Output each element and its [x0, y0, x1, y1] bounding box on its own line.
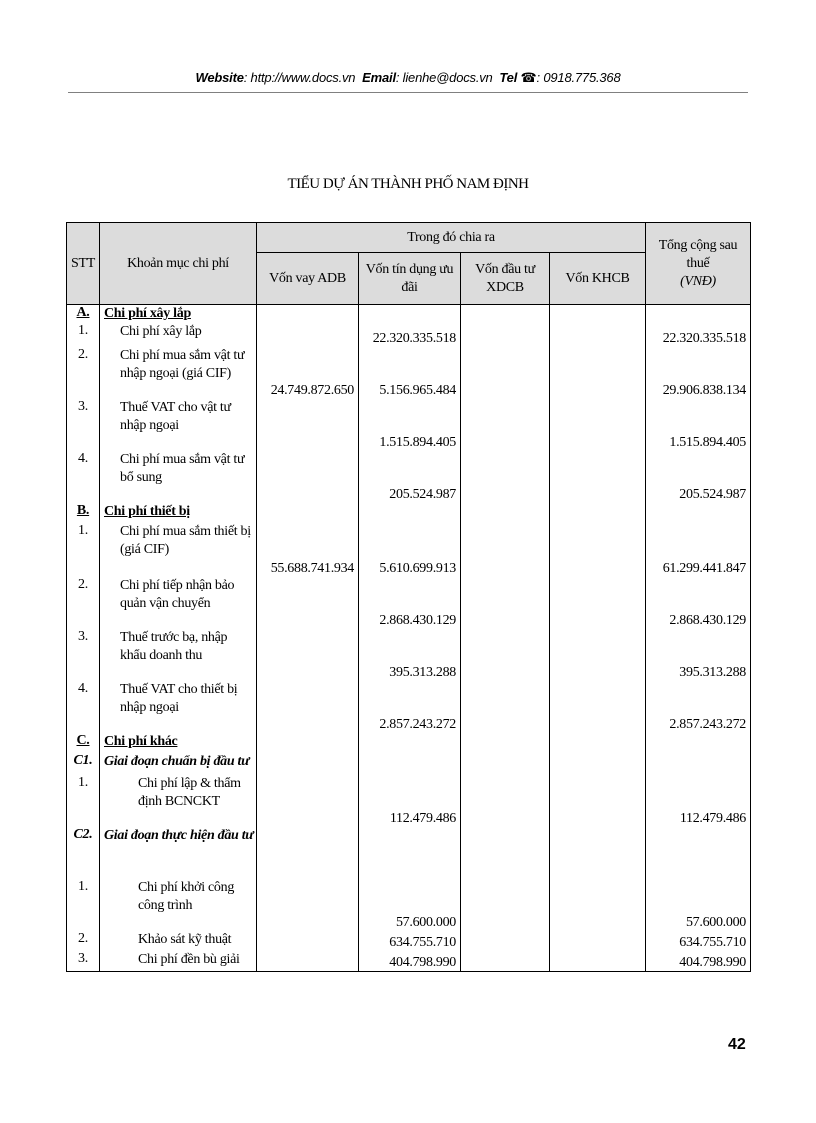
- row-stt-label: 3.: [78, 951, 88, 966]
- row-xdcb: [461, 775, 550, 827]
- row-xdcb: [461, 827, 550, 879]
- row-khcb: [550, 951, 646, 971]
- row-xdcb: [461, 451, 550, 503]
- row-adb: 24.749.872.650: [257, 347, 359, 399]
- row-credit: [359, 827, 461, 879]
- cost-table-body: [67, 305, 751, 972]
- row-item: [100, 879, 257, 931]
- row-total: 404.798.990: [646, 951, 751, 971]
- row-item: [100, 523, 257, 577]
- row-khcb: [550, 629, 646, 681]
- row-credit: 395.313.288: [359, 629, 461, 681]
- row-total: 1.515.894.405: [646, 399, 751, 451]
- row-credit: 2.857.243.272: [359, 681, 461, 733]
- row-item-label: Giai đoạn chuẩn bị đầu tư: [104, 754, 250, 769]
- row-khcb: [550, 577, 646, 629]
- row-stt: [67, 503, 100, 523]
- row-stt-label: 4.: [78, 451, 88, 466]
- row-adb: [257, 775, 359, 827]
- row-xdcb: [461, 733, 550, 753]
- row-item-label: Chi phí tiếp nhận bảo quản vận chuyển: [120, 578, 235, 611]
- row-credit: 112.479.486: [359, 775, 461, 827]
- table-row: [67, 827, 751, 879]
- row-total: 395.313.288: [646, 629, 751, 681]
- row-stt-label: C1.: [73, 753, 93, 768]
- header-stt: STT: [67, 223, 100, 305]
- row-adb: [257, 951, 359, 971]
- row-xdcb: [461, 503, 550, 523]
- row-stt: [67, 577, 100, 629]
- row-xdcb: [461, 399, 550, 451]
- row-stt: [67, 879, 100, 931]
- email-label: Email: [362, 70, 396, 85]
- row-total: 205.524.987: [646, 451, 751, 503]
- row-item: [100, 733, 257, 753]
- row-total: 61.299.441.847: [646, 523, 751, 577]
- row-stt: [67, 629, 100, 681]
- row-khcb: [550, 775, 646, 827]
- table-row: [67, 399, 751, 451]
- row-xdcb: [461, 879, 550, 931]
- row-stt-label: 1.: [78, 775, 88, 790]
- row-stt: [67, 931, 100, 951]
- cost-table: [66, 222, 751, 972]
- table-row: [67, 951, 751, 971]
- row-xdcb: [461, 681, 550, 733]
- row-adb: [257, 577, 359, 629]
- phone-icon: ☎: [520, 70, 537, 85]
- row-stt: [67, 399, 100, 451]
- table-row: [67, 523, 751, 577]
- row-credit: 404.798.990: [359, 951, 461, 971]
- row-item-label: Thuế VAT cho vật tư nhập ngoại: [120, 400, 231, 433]
- row-stt: [67, 305, 100, 324]
- table-row: [67, 629, 751, 681]
- row-adb: [257, 931, 359, 951]
- row-stt: [67, 323, 100, 347]
- row-adb: [257, 681, 359, 733]
- row-khcb: [550, 399, 646, 451]
- row-credit: 5.156.965.484: [359, 347, 461, 399]
- row-total: 22.320.335.518: [646, 323, 751, 347]
- document-title: TIỂU DỰ ÁN THÀNH PHỐ NAM ĐỊNH: [287, 176, 529, 192]
- row-xdcb: [461, 523, 550, 577]
- row-item-label: Giai đoạn thực hiện đầu tư: [104, 828, 254, 843]
- header-breakdown: Trong đó chia ra: [257, 223, 646, 253]
- row-item-label: Chi phí xây lắp: [120, 324, 202, 339]
- row-khcb: [550, 879, 646, 931]
- row-stt-label: 1.: [78, 879, 88, 894]
- row-stt: [67, 451, 100, 503]
- row-stt-label: C.: [76, 733, 90, 748]
- row-adb: 55.688.741.934: [257, 523, 359, 577]
- row-total: 112.479.486: [646, 775, 751, 827]
- row-xdcb: [461, 951, 550, 971]
- row-stt: [67, 827, 100, 879]
- row-item: [100, 775, 257, 827]
- row-stt-label: 3.: [78, 399, 88, 414]
- row-khcb: [550, 503, 646, 523]
- row-item-label: Chi phí mua sắm vật tư bổ sung: [120, 452, 245, 485]
- row-total: [646, 827, 751, 879]
- row-item: [100, 577, 257, 629]
- row-item: [100, 753, 257, 775]
- row-khcb: [550, 523, 646, 577]
- row-xdcb: [461, 931, 550, 951]
- table-row: [67, 305, 751, 324]
- header-adb: Vốn vay ADB: [257, 253, 359, 305]
- row-item-label: Chi phí thiết bị: [104, 504, 190, 519]
- row-khcb: [550, 733, 646, 753]
- row-item: [100, 951, 257, 971]
- row-item: [100, 931, 257, 951]
- row-khcb: [550, 681, 646, 733]
- header-credit: Vốn tín dụng ưu đãi: [359, 253, 461, 305]
- row-stt: [67, 681, 100, 733]
- row-total: 57.600.000: [646, 879, 751, 931]
- row-stt-label: 2.: [78, 347, 88, 362]
- row-xdcb: [461, 577, 550, 629]
- table-row: [67, 347, 751, 399]
- row-adb: [257, 323, 359, 347]
- row-item-label: Chi phí khác: [104, 734, 178, 749]
- row-credit: [359, 503, 461, 523]
- tel-value: : 0918.775.368: [536, 70, 621, 85]
- table-row: [67, 323, 751, 347]
- row-item-label: Thuế trước bạ, nhập khẩu doanh thu: [120, 630, 228, 663]
- row-khcb: [550, 753, 646, 775]
- row-credit: [359, 753, 461, 775]
- row-xdcb: [461, 629, 550, 681]
- row-stt-label: 3.: [78, 629, 88, 644]
- row-item-label: Chi phí lập & thẩm định BCNCKT: [138, 776, 241, 809]
- table-row: [67, 503, 751, 523]
- table-row: [67, 775, 751, 827]
- row-stt-label: C2.: [73, 827, 93, 842]
- header-xdcb: Vốn đầu tư XDCB: [461, 253, 550, 305]
- row-adb: [257, 451, 359, 503]
- row-stt-label: B.: [76, 503, 90, 518]
- row-xdcb: [461, 753, 550, 775]
- page-number: 42: [728, 1036, 746, 1053]
- row-item-label: Thuế VAT cho thiết bị nhập ngoại: [120, 682, 238, 715]
- row-stt-label: 2.: [78, 931, 88, 946]
- row-khcb: [550, 827, 646, 879]
- tel-label: Tel: [499, 70, 518, 85]
- row-stt-label: A.: [76, 305, 90, 320]
- website-label: Website: [195, 70, 244, 85]
- website-value: : http://www.docs.vn: [243, 70, 356, 85]
- row-item-label: Chi phí mua sắm thiết bị (giá CIF): [120, 524, 251, 557]
- row-total: 2.868.430.129: [646, 577, 751, 629]
- header-total: [646, 223, 751, 305]
- row-total: 634.755.710: [646, 931, 751, 951]
- row-stt-label: 1.: [78, 323, 88, 338]
- row-adb: [257, 879, 359, 931]
- row-item-label: Khảo sát kỹ thuật: [138, 932, 232, 947]
- row-item: [100, 629, 257, 681]
- row-item: [100, 305, 257, 324]
- row-khcb: [550, 305, 646, 324]
- row-total: [646, 733, 751, 753]
- table-row: [67, 577, 751, 629]
- row-item: [100, 827, 257, 879]
- table-row: [67, 931, 751, 951]
- row-total: [646, 305, 751, 324]
- row-credit: [359, 733, 461, 753]
- row-credit: 22.320.335.518: [359, 323, 461, 347]
- row-item: [100, 681, 257, 733]
- row-credit: [359, 305, 461, 324]
- row-item: [100, 347, 257, 399]
- row-credit: 634.755.710: [359, 931, 461, 951]
- row-credit: 2.868.430.129: [359, 577, 461, 629]
- row-stt-label: 2.: [78, 577, 88, 592]
- header-total-label: Tổng cộng sau thuế: [658, 237, 738, 271]
- row-khcb: [550, 931, 646, 951]
- row-credit: 205.524.987: [359, 451, 461, 503]
- row-stt: [67, 523, 100, 577]
- row-stt: [67, 753, 100, 775]
- row-khcb: [550, 451, 646, 503]
- row-stt-label: 4.: [78, 681, 88, 696]
- row-stt: [67, 733, 100, 753]
- row-item: [100, 503, 257, 523]
- row-total: [646, 503, 751, 523]
- row-credit: 5.610.699.913: [359, 523, 461, 577]
- row-xdcb: [461, 305, 550, 324]
- table-row: [67, 753, 751, 775]
- row-khcb: [550, 347, 646, 399]
- row-credit: 1.515.894.405: [359, 399, 461, 451]
- row-stt: [67, 347, 100, 399]
- row-item-label: Chi phí xây lắp: [104, 306, 191, 321]
- row-xdcb: [461, 347, 550, 399]
- row-total: 2.857.243.272: [646, 681, 751, 733]
- row-item: [100, 399, 257, 451]
- row-item-label: Chi phí khởi công công trình: [138, 880, 235, 913]
- table-row: [67, 451, 751, 503]
- page-header: [0, 70, 816, 86]
- row-stt-label: 1.: [78, 523, 88, 538]
- row-adb: [257, 753, 359, 775]
- header-item: Khoản mục chi phí: [100, 223, 257, 305]
- row-stt: [67, 951, 100, 971]
- header-khcb: Vốn KHCB: [550, 253, 646, 305]
- row-adb: [257, 503, 359, 523]
- row-total: [646, 753, 751, 775]
- table-row: [67, 733, 751, 753]
- row-adb: [257, 733, 359, 753]
- row-adb: [257, 305, 359, 324]
- header-total-unit: (VNĐ): [680, 273, 716, 289]
- row-xdcb: [461, 323, 550, 347]
- row-stt: [67, 775, 100, 827]
- row-adb: [257, 827, 359, 879]
- row-item-label: Chi phí đền bù giải: [138, 952, 240, 967]
- table-row: [67, 879, 751, 931]
- row-credit: 57.600.000: [359, 879, 461, 931]
- email-value: : lienhe@docs.vn: [395, 70, 493, 85]
- row-khcb: [550, 323, 646, 347]
- row-adb: [257, 399, 359, 451]
- row-item-label: Chi phí mua sắm vật tư nhập ngoại (giá CIF): [120, 348, 245, 381]
- header-divider: [68, 92, 748, 93]
- row-item: [100, 451, 257, 503]
- table-row: [67, 681, 751, 733]
- row-total: 29.906.838.134: [646, 347, 751, 399]
- row-item: [100, 323, 257, 347]
- row-adb: [257, 629, 359, 681]
